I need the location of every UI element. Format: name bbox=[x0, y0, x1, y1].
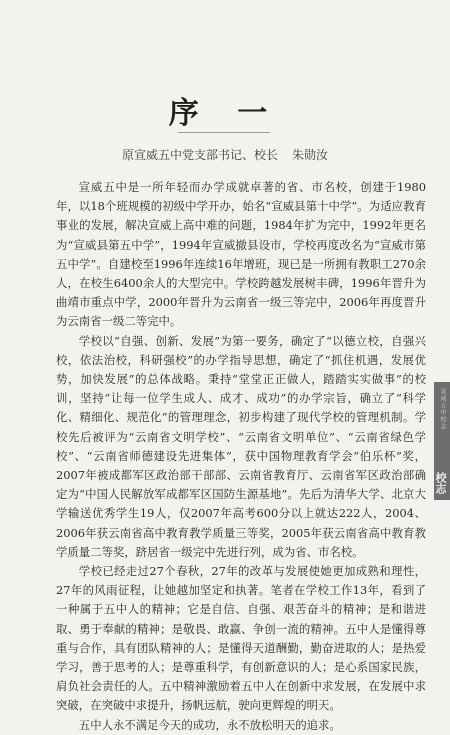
paragraph-1: 宣威五中是一所年轻而办学成就卓著的省、市名校，创建于1980年，以18个班规模的初级中学开办，始名“宣威县第十中学”。为适应教育事业的发展，解决宣威上高中难的问题，1984年扩为完中，1992年更名为“宣威县第五中学”，1994年宣威撤县设市，学校再度改名为“宣威市第五中学”。自建校至1996年连续16年增班，现已是一所拥有教职工270余人，在校生6400余人的大型完中。学校跨越发展树丰碑，1996年晋升为曲靖市重点中学，2000年晋升为云南省一级三等完中，2006年再度晋升为云南省一级二等完中。 bbox=[56, 180, 426, 329]
title-divider bbox=[178, 132, 270, 133]
section-side-tab bbox=[434, 382, 450, 500]
author-name: 朱勋汝 bbox=[292, 148, 329, 162]
paragraph-2: 学校以“自强、创新、发展”为第一要务，确定了“以德立校，自强兴校，依法治校，科研强校”的办学指导思想，确定了“抓住机遇，发展优势，加快发展”的总体战略。秉持“堂堂正正做人，踏踏实实做事”的校训，坚持“让每一位学生成人、成才、成功”的办学宗旨，确立了“科学化、精细化、规范化”的管理理念，初步构建了现代学校的管理机制。学校先后被评为“云南省文明学校”、“云南省文明单位”、“云南省绿色学校”、“云南省师德建设先进集体”，获中国物理教育学会“伯乐杯”奖，2007年被成都军区政治部干部部、云南省教育厅、云南省军区政治部确定为“中国人民解放军成都军区国防生源基地”。先后为清华大学、北京大学输送优秀学生19人，仅2007年高考600分以上就达222人，2004、2006年获云南省高中教育教学质量三等奖，2005年获云南省高中教育教学质量二等奖，跻居省一级完中先进行列，成为省、市名校。 bbox=[56, 333, 426, 559]
side-tab-title: 校志 bbox=[434, 472, 447, 494]
paragraph-4: 五中人永不满足今天的成功，永不放松明天的追求。 bbox=[78, 717, 341, 732]
preface-body bbox=[56, 178, 426, 735]
paragraph-3: 学校已经走过27个春秋，27年的改革与发展使她更加成熟和理性，27年的风雨征程，让她越加坚定和执著。笔者在学校工作13年，看到了一种属于五中人的精神；它是自信、自强、艰苦奋斗的精神；是和谐进取、勇于奉献的精神；是敬畏、敢赢、争创一流的精神。五中人是懂得尊重与合作，具有团队精神的人；是懂得天道酬勤，勤奋进取的人；是热爱学习，善于思考的人；是尊重科学，有创新意识的人；是心系国家民族，肩负社会责任的人。五中精神激励着五中人在创新中求发展，在发展中求突破，在突破中求提升，扬帆远航，驶向更辉煌的明天。 bbox=[56, 564, 426, 713]
author-role: 原宣威五中党支部书记、校长 bbox=[121, 148, 278, 162]
author-byline bbox=[0, 146, 450, 163]
page-title: 序 一 bbox=[168, 96, 282, 131]
side-tab-text: 宣威五中校志 bbox=[439, 388, 446, 430]
